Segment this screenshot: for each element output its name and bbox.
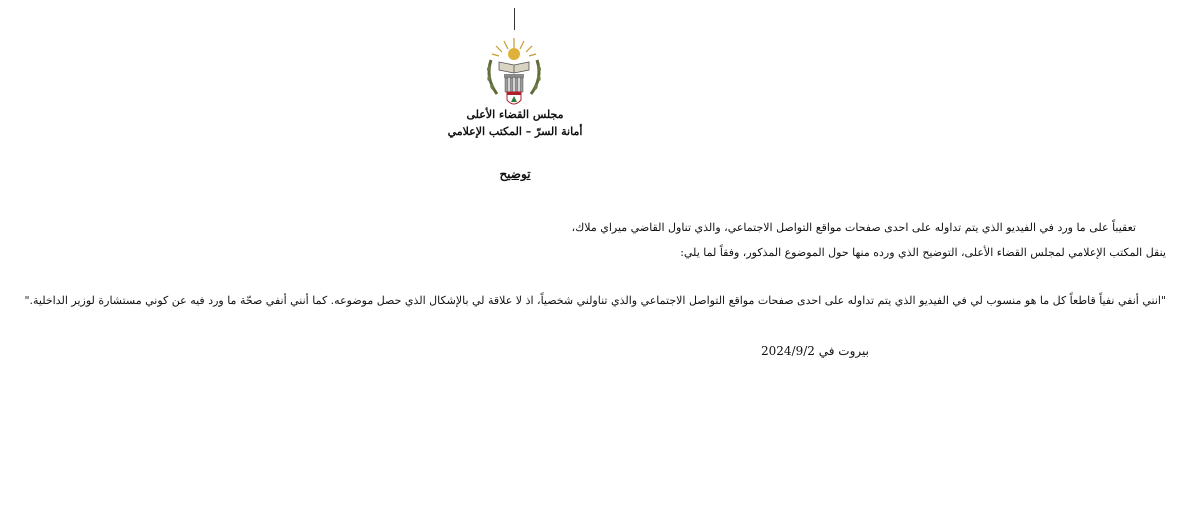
header-divider-line xyxy=(514,8,515,30)
body-line-2: ينقل المكتب الإعلامي لمجلس القضاء الأعلى، التوضيح الذي ورده منها حول الموضوع المذكور، وفقاً لما يلي: xyxy=(680,246,1166,259)
org-name: مجلس القضاء الأعلى xyxy=(466,108,564,121)
seal-icon xyxy=(481,34,547,110)
quoted-statement: "انني أنفي نفياً قاطعاً كل ما هو منسوب لي في الفيديو الذي يتم تداوله على احدى صفحات مواقع التواصل الاجتماعي والذي تناولني شخصياً، اذ لا علاقة لي بالإشكال الذي حصل موضوعه. كما أنني أنفي صحّة ما ورد فيه عن كوني مستشارة لوزير الداخلية." xyxy=(24,294,1166,307)
body-line-1: تعقيباً على ما ورد في الفيديو الذي يتم تداوله على احدى صفحات مواقع التواصل الاجتماعي، والذي تناول القاضي ميراي ملاك، xyxy=(571,221,1136,234)
dateline: بيروت في 2024/9/2 xyxy=(761,344,869,358)
document-title: توضيح xyxy=(499,167,531,181)
org-subtitle: أمانة السرّ – المكتب الإعلامي xyxy=(447,125,583,138)
